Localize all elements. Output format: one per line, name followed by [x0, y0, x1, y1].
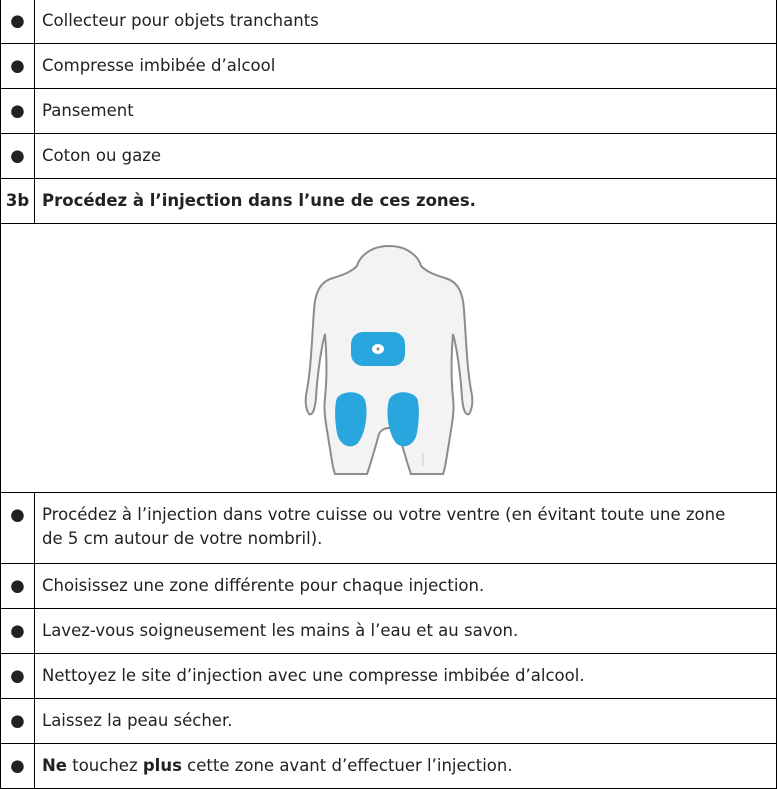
figure-cell	[1, 224, 777, 493]
list-item	[1, 564, 777, 609]
step-number: 3b	[1, 179, 35, 224]
right-thigh-zone	[387, 392, 418, 446]
bullet: ●	[1, 609, 35, 654]
emphasis-plus: plus	[142, 756, 182, 775]
step-header-row	[1, 179, 777, 224]
list-item	[1, 0, 777, 44]
bullet: ●	[1, 0, 35, 44]
injection-zones-body-figure	[299, 238, 479, 478]
bullet: ●	[1, 493, 35, 564]
list-item	[1, 654, 777, 699]
list-item	[1, 699, 777, 744]
list-item-text: Procédez à l’injection dans votre cuisse ou votre ventre (en évitant toute une zone de 5 cm autour de votre nombril).	[35, 493, 777, 564]
list-item-text: Lavez-vous soigneusement les mains à l’eau et au savon.	[35, 609, 777, 654]
list-item	[1, 134, 777, 179]
bullet: ●	[1, 564, 35, 609]
list-item	[1, 89, 777, 134]
bullet: ●	[1, 699, 35, 744]
list-item-text: Choisissez une zone différente pour chaque injection.	[35, 564, 777, 609]
bullet: ●	[1, 44, 35, 89]
list-item	[1, 493, 777, 564]
list-item	[1, 744, 777, 789]
text-segment: touchez	[67, 756, 143, 775]
list-item-text: Laissez la peau sécher.	[35, 699, 777, 744]
bullet: ●	[1, 654, 35, 699]
list-item-text: Pansement	[35, 89, 777, 134]
navel-icon	[376, 348, 379, 351]
emphasis-ne: Ne	[42, 756, 67, 775]
list-item-text: Coton ou gaze	[35, 134, 777, 179]
list-item	[1, 609, 777, 654]
step-title: Procédez à l’injection dans l’une de ces zones.	[35, 179, 777, 224]
figure-row	[1, 224, 777, 493]
list-item-text: Compresse imbibée d’alcool	[35, 44, 777, 89]
list-item-text: Nettoyez le site d’injection avec une compresse imbibée d’alcool.	[35, 654, 777, 699]
list-item	[1, 44, 777, 89]
list-item-text: Collecteur pour objets tranchants	[35, 0, 777, 44]
bullet: ●	[1, 134, 35, 179]
bullet: ●	[1, 744, 35, 789]
text-segment: cette zone avant d’effectuer l’injection.	[181, 756, 513, 775]
list-item-text	[35, 744, 777, 789]
bullet: ●	[1, 89, 35, 134]
